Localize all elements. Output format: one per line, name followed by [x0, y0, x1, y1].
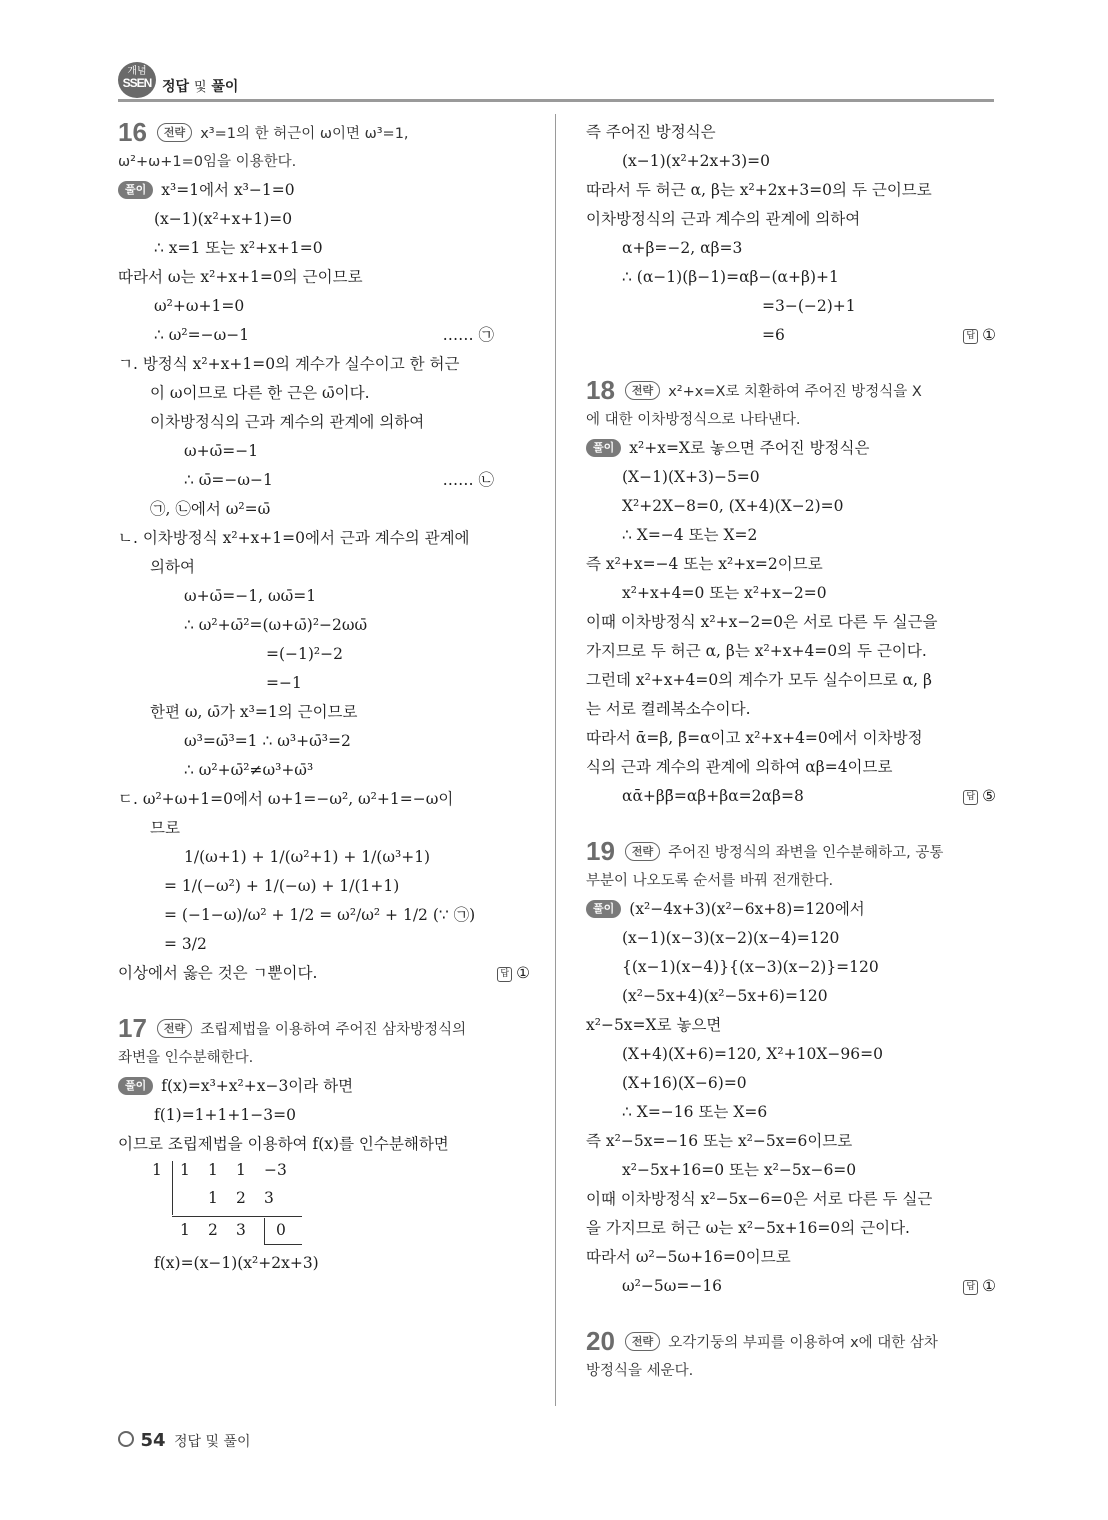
- line-text: ∴ x=1 또는 x²+x+1=0: [154, 239, 323, 257]
- text-line: [118, 437, 530, 466]
- line-text: ω³=ω̄³=1 ∴ ω³+ω̄³=2: [184, 732, 351, 750]
- equation-marker: …… ㉠: [442, 326, 494, 344]
- synthetic-division: [152, 1159, 530, 1249]
- text-line: [118, 959, 530, 988]
- text-line: [586, 782, 996, 811]
- text-line: [118, 1130, 530, 1159]
- answer-mark: [963, 782, 996, 811]
- text-line: [586, 1243, 996, 1272]
- line-text: 따라서 두 허근 α, β는 x²+2x+3=0의 두 근이므로: [586, 181, 932, 199]
- text-line: [586, 1356, 996, 1385]
- header-title: 정답 및 풀이: [162, 79, 239, 95]
- text-line: [118, 234, 530, 263]
- text-line: [586, 492, 996, 521]
- section-gap: [586, 1301, 996, 1327]
- line-text: 방정식을 세운다.: [586, 1363, 694, 1379]
- text-line: [586, 292, 996, 321]
- answer-label: 답: [963, 1280, 978, 1295]
- page-number: 54: [140, 1430, 166, 1451]
- line-text: =6: [762, 326, 785, 344]
- strategy-text: x³=1의 한 허근이 ω이면 ω³=1,: [200, 126, 409, 142]
- line-text: ω+ω̄=−1: [184, 442, 259, 460]
- text-line: [118, 263, 530, 292]
- solution-badge: 풀이: [118, 181, 153, 199]
- text-line: [118, 582, 530, 611]
- text-line: [586, 1156, 996, 1185]
- line-text: x²−5x=X로 놓으면: [586, 1016, 722, 1034]
- text-line: [118, 727, 530, 756]
- synthetic-value: 1: [236, 1161, 246, 1179]
- answer-label: 답: [497, 967, 512, 982]
- left-column: [118, 118, 530, 1278]
- problem-heading: [118, 1014, 530, 1043]
- line-text: 1/(ω+1) + 1/(ω²+1) + 1/(ω³+1): [184, 848, 431, 866]
- line-text: 이때 이차방정식 x²−5x−6=0은 서로 다른 두 실근: [586, 1190, 933, 1208]
- text-line: [586, 1069, 996, 1098]
- problem-number: 18: [586, 375, 615, 405]
- line-text: =3−(−2)+1: [762, 297, 856, 315]
- line-text: 식의 근과 계수의 관계에 의하여 αβ=4이므로: [586, 758, 893, 776]
- text-line: [118, 640, 530, 669]
- line-text: ∴ ω̄=−ω−1: [184, 471, 273, 489]
- text-line: [118, 292, 530, 321]
- line-text: 한편 ω, ω̄가 x³=1의 근이므로: [150, 703, 358, 721]
- synthetic-value: 0: [276, 1221, 286, 1239]
- text-line: [118, 843, 530, 872]
- solution-text: f(x)=x³+x²+x−3이라 하면: [161, 1077, 354, 1095]
- solution-text: (x²−4x+3)(x²−6x+8)=120에서: [629, 900, 865, 918]
- line-text: 에 대한 이차방정식으로 나타낸다.: [586, 412, 801, 428]
- line-text: ∴ X=−4 또는 X=2: [622, 526, 758, 544]
- solution-line: [586, 895, 996, 924]
- text-line: [586, 637, 996, 666]
- synthetic-value: 1: [180, 1161, 190, 1179]
- synthetic-line: [264, 1244, 302, 1245]
- line-text: ω²+ω+1=0: [154, 297, 245, 315]
- section-gap: [586, 350, 996, 376]
- strategy-text: 주어진 방정식의 좌변을 인수분해하고, 공통: [668, 845, 944, 861]
- line-text: x²+x+4=0 또는 x²+x−2=0: [622, 584, 827, 602]
- strategy-text: 조립제법을 이용하여 주어진 삼차방정식의: [200, 1022, 467, 1038]
- text-line: [118, 495, 530, 524]
- line-text: f(1)=1+1+1−3=0: [154, 1106, 296, 1124]
- answer-value: ①: [516, 964, 530, 982]
- line-text: 즉 x²−5x=−16 또는 x²−5x=6이므로: [586, 1132, 853, 1150]
- text-line: [118, 930, 530, 959]
- right-column: [586, 118, 996, 1385]
- synthetic-line: [264, 1218, 265, 1244]
- problem-number: 19: [586, 836, 615, 866]
- brand-logo: 개념 SSEN: [118, 62, 156, 98]
- problem-number: 16: [118, 117, 147, 147]
- text-line: [118, 205, 530, 234]
- line-text: =−1: [266, 674, 302, 692]
- line-text: 이상에서 옳은 것은 ㄱ뿐이다.: [118, 964, 318, 982]
- line-text: (x−1)(x²+x+1)=0: [154, 210, 293, 228]
- line-text: 따라서 ω는 x²+x+1=0의 근이므로: [118, 268, 363, 286]
- line-text: 이때 이차방정식 x²+x−2=0은 서로 다른 두 실근을: [586, 613, 938, 631]
- text-line: [586, 753, 996, 782]
- text-line: [118, 147, 530, 176]
- equation-marker: …… ㉡: [442, 471, 494, 489]
- line-text: 따라서 ᾱ=β, β̄=α이고 x²+x+4=0에서 이차방정: [586, 729, 923, 747]
- line-text: {(x−1)(x−4)}{(x−3)(x−2)}=120: [622, 958, 879, 976]
- line-text: 가지므로 두 허근 α, β는 x²+x+4=0의 두 근이다.: [586, 642, 927, 660]
- text-line: [118, 350, 530, 379]
- text-line: [586, 953, 996, 982]
- line-text: 부분이 나오도록 순서를 바꿔 전개한다.: [586, 873, 834, 889]
- text-line: [118, 872, 530, 901]
- text-line: [586, 1011, 996, 1040]
- line-text: X²+2X−8=0, (X+4)(X−2)=0: [622, 497, 844, 515]
- synthetic-value: 3: [236, 1221, 246, 1239]
- answer-value: ⑤: [982, 787, 996, 805]
- line-text: ∴ ω²=−ω−1: [154, 326, 250, 344]
- text-line: [118, 785, 530, 814]
- answer-value: ①: [982, 1277, 996, 1295]
- line-text: 따라서 ω²−5ω+16=0이므로: [586, 1248, 791, 1266]
- section-gap: [586, 811, 996, 837]
- strategy-badge: 전략: [157, 1019, 192, 1038]
- section-gap: [118, 988, 530, 1014]
- line-text: =(−1)²−2: [266, 645, 343, 663]
- line-text: = 3/2: [164, 935, 207, 953]
- synthetic-value: 2: [208, 1221, 218, 1239]
- synthetic-value: 1: [180, 1221, 190, 1239]
- line-text: ㄱ. 방정식 x²+x+1=0의 계수가 실수이고 한 허근: [118, 355, 460, 373]
- text-line: [118, 553, 530, 582]
- problem-heading: [118, 118, 530, 147]
- text-line: [586, 463, 996, 492]
- text-line: [118, 524, 530, 553]
- answer-value: ①: [982, 326, 996, 344]
- line-text: ㄷ. ω²+ω+1=0에서 ω+1=−ω², ω²+1=−ω이: [118, 790, 454, 808]
- text-line: [118, 1043, 530, 1072]
- line-text: ∴ ω²+ω̄²=(ω+ω̄)²−2ωω̄: [184, 616, 368, 634]
- synthetic-value: −3: [264, 1161, 287, 1179]
- text-line: [586, 205, 996, 234]
- line-text: 이차방정식의 근과 계수의 관계에 의하여: [586, 210, 861, 228]
- synthetic-value: 1: [208, 1161, 218, 1179]
- text-line: [586, 321, 996, 350]
- text-line: [586, 1127, 996, 1156]
- text-line: [118, 408, 530, 437]
- line-text: ω²+ω+1=0임을 이용한다.: [118, 154, 297, 170]
- strategy-text: x²+x=X로 치환하여 주어진 방정식을 X: [668, 384, 922, 400]
- text-line: [118, 379, 530, 408]
- solution-line: [586, 434, 996, 463]
- answer-mark: [497, 959, 530, 988]
- strategy-badge: 전략: [157, 123, 192, 142]
- solution-text: x³=1에서 x³−1=0: [161, 181, 295, 199]
- line-text: 의하여: [150, 558, 195, 576]
- text-line: [586, 724, 996, 753]
- text-line: [586, 1098, 996, 1127]
- line-text: (x−1)(x−3)(x−2)(x−4)=120: [622, 929, 840, 947]
- text-line: [586, 263, 996, 292]
- strategy-badge: 전략: [625, 842, 660, 861]
- text-line: [586, 1214, 996, 1243]
- line-text: ㄴ. 이차방정식 x²+x+1=0에서 근과 계수의 관계에: [118, 529, 470, 547]
- problem-heading: [586, 376, 996, 405]
- line-text: 그런데 x²+x+4=0의 계수가 모두 실수이므로 α, β: [586, 671, 932, 689]
- line-text: 이 ω이므로 다른 한 근은 ω̄이다.: [150, 384, 370, 402]
- strategy-badge: 전략: [625, 1332, 660, 1351]
- text-line: [586, 695, 996, 724]
- line-text: α+β=−2, αβ=3: [622, 239, 743, 257]
- text-line: [118, 1249, 530, 1278]
- line-text: 므로: [150, 819, 180, 837]
- text-line: [586, 550, 996, 579]
- strategy-text: 오각기둥의 부피를 이용하여 x에 대한 삼차: [668, 1335, 938, 1351]
- synthetic-value: 3: [264, 1189, 274, 1207]
- text-line: [586, 1272, 996, 1301]
- footer-text: 정답 및 풀이: [173, 1434, 251, 1450]
- synthetic-line: [172, 1161, 173, 1215]
- line-text: ∴ ω²+ω̄²≠ω³+ω̄³: [184, 761, 314, 779]
- problem-heading: [586, 1327, 996, 1356]
- answer-mark: [963, 1272, 996, 1301]
- text-line: [586, 234, 996, 263]
- strategy-badge: 전략: [625, 381, 660, 400]
- line-text: ω²−5ω=−16: [622, 1277, 723, 1295]
- line-text: (x−1)(x²+2x+3)=0: [622, 152, 771, 170]
- text-line: [586, 176, 996, 205]
- text-line: [118, 321, 530, 350]
- text-line: [118, 611, 530, 640]
- synthetic-value: 1: [208, 1189, 218, 1207]
- line-text: 는 서로 켤레복소수이다.: [586, 700, 751, 718]
- text-line: [586, 147, 996, 176]
- page-header: [118, 62, 994, 102]
- synthetic-value: 2: [236, 1189, 246, 1207]
- problem-number: 17: [118, 1013, 147, 1043]
- solution-text: x²+x=X로 놓으면 주어진 방정식은: [629, 439, 870, 457]
- text-line: [586, 118, 996, 147]
- column-divider: [555, 114, 556, 1406]
- text-line: [118, 1101, 530, 1130]
- solution-badge: 풀이: [586, 900, 621, 918]
- line-text: αᾱ+ββ̄=αβ+βα=2αβ=8: [622, 787, 804, 805]
- problem-number: 20: [586, 1326, 615, 1356]
- page-footer: [118, 1430, 251, 1451]
- line-text: 이차방정식의 근과 계수의 관계에 의하여: [150, 413, 425, 431]
- answer-label: 답: [963, 790, 978, 805]
- text-line: [586, 666, 996, 695]
- text-line: [586, 405, 996, 434]
- text-line: [586, 1185, 996, 1214]
- solution-badge: 풀이: [586, 439, 621, 457]
- line-text: 즉 x²+x=−4 또는 x²+x=2이므로: [586, 555, 823, 573]
- text-line: [586, 982, 996, 1011]
- line-text: x²−5x+16=0 또는 x²−5x−6=0: [622, 1161, 857, 1179]
- text-line: [586, 608, 996, 637]
- line-text: 좌변을 인수분해한다.: [118, 1050, 254, 1066]
- line-text: 이므로 조립제법을 이용하여 f(x)를 인수분해하면: [118, 1135, 449, 1153]
- synthetic-value: 1: [152, 1161, 162, 1179]
- text-line: [586, 1040, 996, 1069]
- synthetic-line: [172, 1216, 302, 1217]
- line-text: = 1/(−ω²) + 1/(−ω) + 1/(1+1): [164, 877, 400, 895]
- text-line: [586, 924, 996, 953]
- line-text: ∴ (α−1)(β−1)=αβ−(α+β)+1: [622, 268, 839, 286]
- answer-mark: [963, 321, 996, 350]
- line-text: ㉠, ㉡에서 ω²=ω̄: [150, 500, 271, 518]
- text-line: [118, 901, 530, 930]
- line-text: ∴ X=−16 또는 X=6: [622, 1103, 768, 1121]
- text-line: [586, 866, 996, 895]
- line-text: (X+4)(X+6)=120, X²+10X−96=0: [622, 1045, 883, 1063]
- solution-line: [118, 176, 530, 205]
- text-line: [118, 756, 530, 785]
- line-text: (x²−5x+4)(x²−5x+6)=120: [622, 987, 828, 1005]
- line-text: = (−1−ω)/ω² + 1/2 = ω²/ω² + 1/2 (∵ ㉠): [164, 906, 476, 924]
- text-line: [118, 814, 530, 843]
- text-line: [586, 521, 996, 550]
- line-text: 을 가지므로 허근 ω는 x²−5x+16=0의 근이다.: [586, 1219, 910, 1237]
- footer-circle-icon: [118, 1431, 134, 1447]
- answer-label: 답: [963, 329, 978, 344]
- problem-heading: [586, 837, 996, 866]
- text-line: [118, 669, 530, 698]
- line-text: (X−1)(X+3)−5=0: [622, 468, 760, 486]
- line-text: ω+ω̄=−1, ωω̄=1: [184, 587, 317, 605]
- text-line: [118, 698, 530, 727]
- line-text: (X+16)(X−6)=0: [622, 1074, 747, 1092]
- solution-line: [118, 1072, 530, 1101]
- text-line: [118, 466, 530, 495]
- line-text: f(x)=(x−1)(x²+2x+3): [154, 1254, 319, 1272]
- text-line: [586, 579, 996, 608]
- header-rule: [118, 99, 994, 102]
- solution-badge: 풀이: [118, 1077, 153, 1095]
- line-text: 즉 주어진 방정식은: [586, 123, 716, 141]
